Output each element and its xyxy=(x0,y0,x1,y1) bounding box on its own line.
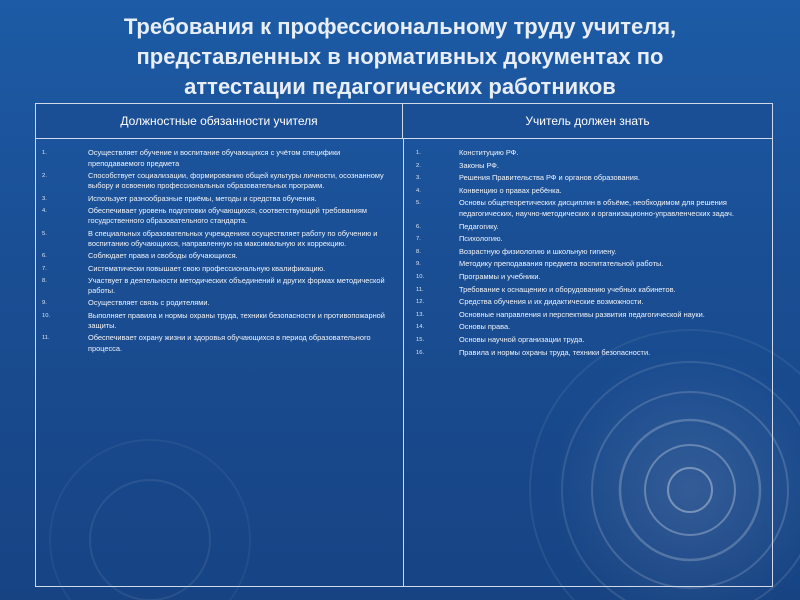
item-number: 12. xyxy=(416,299,425,306)
list-item xyxy=(416,259,766,270)
item-number: 7. xyxy=(416,236,421,243)
list-item xyxy=(416,322,766,333)
item-number: 2. xyxy=(42,172,47,179)
list-item xyxy=(416,272,766,283)
item-text: Решения Правительства РФ и органов образования. xyxy=(459,173,640,183)
item-number: 2. xyxy=(416,162,421,169)
list-item xyxy=(42,311,397,332)
item-text: Систематически повышает свою профессиональную квалификацию. xyxy=(88,263,326,273)
item-text: Осуществляет обучение и воспитание обучающихся с учётом специфики преподаваемого предмета xyxy=(88,148,341,168)
item-text: Конвенцию о правах ребёнка. xyxy=(459,185,562,195)
header-knowledge: Учитель должен знать xyxy=(403,104,772,138)
item-number: 1. xyxy=(416,150,421,156)
title-line-3: аттестации педагогических работников xyxy=(184,74,616,99)
list-item xyxy=(42,148,397,169)
list-item xyxy=(416,297,766,308)
item-number: 5. xyxy=(416,200,421,207)
item-number: 1. xyxy=(42,150,47,156)
item-text: Методику преподавания предмета воспитательной работы. xyxy=(459,259,664,269)
knowledge-list xyxy=(416,148,766,360)
item-text: Обеспечивает уровень подготовки обучающихся, соответствующий требованиям госудрственного образовательного стандарта. xyxy=(88,205,367,226)
list-item xyxy=(42,194,397,205)
list-item xyxy=(416,173,766,184)
item-text: Основные направления и перспективы развития педагогической науки. xyxy=(459,309,705,319)
list-item xyxy=(42,333,397,354)
item-text: Педагогику. xyxy=(459,221,499,231)
item-text: Осуществляет связь с родителями. xyxy=(88,298,210,308)
list-item xyxy=(42,229,397,250)
item-number: 10. xyxy=(42,312,51,319)
header-duties: Должностные обязанности учителя xyxy=(36,104,403,138)
item-text: Участвует в деятельности методических объединений и других формах методической работы. xyxy=(88,275,385,296)
item-number: 9. xyxy=(416,261,421,268)
title-line-1: Требования к профессиональному труду учителя, xyxy=(123,14,677,39)
item-text: Соблюдает права и свободы обучающихся. xyxy=(88,251,238,261)
item-text: Законы РФ. xyxy=(459,160,499,170)
item-text: Основы научной организации труда. xyxy=(459,334,585,344)
list-item xyxy=(416,247,766,258)
item-text: Использует разнообразные приёмы, методы и средства обучения. xyxy=(88,193,317,203)
item-text: Конституцию РФ. xyxy=(459,148,519,157)
item-text: Требование к оснащению и оборудованию учебных кабинетов. xyxy=(459,284,676,294)
item-text: Возрастную физиологию и школьную гигиену. xyxy=(459,246,617,256)
item-number: 6. xyxy=(416,223,421,230)
requirements-table xyxy=(35,103,773,587)
item-text: Выполняет правила и нормы охраны труда, техники безопасности и противопожарной защиты. xyxy=(88,310,385,331)
list-item xyxy=(42,276,397,297)
list-item xyxy=(42,298,397,309)
page-title xyxy=(30,12,770,102)
duties-list xyxy=(42,148,397,356)
list-item xyxy=(416,310,766,321)
item-text: Способствует социализации, формированию общей культуры личности, осознанному выбору и освоению профессиональных образовательных программ. xyxy=(88,170,384,191)
item-number: 5. xyxy=(42,230,47,237)
list-item xyxy=(416,348,766,359)
item-number: 11. xyxy=(42,335,50,342)
item-number: 11. xyxy=(416,286,424,293)
item-number: 6. xyxy=(42,253,47,260)
item-text: Психологию. xyxy=(459,234,503,244)
list-item xyxy=(42,251,397,262)
item-text: В специальных образовательных учреждениях осуществляет работу по обучению и воспитанию обучающихся, направленную на максимальную их коррекцию. xyxy=(88,228,378,249)
list-item xyxy=(42,206,397,227)
item-number: 3. xyxy=(416,175,421,182)
list-item xyxy=(42,264,397,275)
item-number: 8. xyxy=(42,277,47,284)
list-item xyxy=(416,234,766,245)
list-item xyxy=(416,335,766,346)
item-number: 13. xyxy=(416,311,425,318)
item-number: 4. xyxy=(416,187,421,194)
item-number: 10. xyxy=(416,273,425,280)
item-number: 16. xyxy=(416,349,425,356)
item-number: 14. xyxy=(416,324,425,331)
item-number: 9. xyxy=(42,300,47,307)
list-item xyxy=(416,198,766,219)
item-number: 4. xyxy=(42,207,47,214)
item-number: 3. xyxy=(42,195,47,202)
item-text: Основы общетеоретических дисциплин в объёме, необходимом для решения педагогических, научно-методических и организационно-управленческих задач. xyxy=(459,198,734,218)
item-number: 7. xyxy=(42,265,47,272)
list-item xyxy=(416,148,766,159)
title-line-2: представленных в нормативных документах по xyxy=(136,44,664,69)
list-item xyxy=(416,186,766,197)
item-text: Основы права. xyxy=(459,322,511,332)
item-number: 8. xyxy=(416,248,421,255)
list-item xyxy=(416,285,766,296)
item-text: Обеспечивает охрану жизни и здоровья обучающихся в период образовательного процесса. xyxy=(88,333,371,354)
header-divider xyxy=(36,138,772,139)
list-item xyxy=(42,171,397,192)
column-divider xyxy=(403,138,404,586)
item-text: Правила и нормы охраны труда, техники безопасности. xyxy=(459,347,651,357)
item-text: Средства обучения и их дидактические возможности. xyxy=(459,297,644,307)
list-item xyxy=(416,161,766,172)
item-text: Программы и учебники. xyxy=(459,271,541,281)
list-item xyxy=(416,222,766,233)
item-number: 15. xyxy=(416,336,425,343)
